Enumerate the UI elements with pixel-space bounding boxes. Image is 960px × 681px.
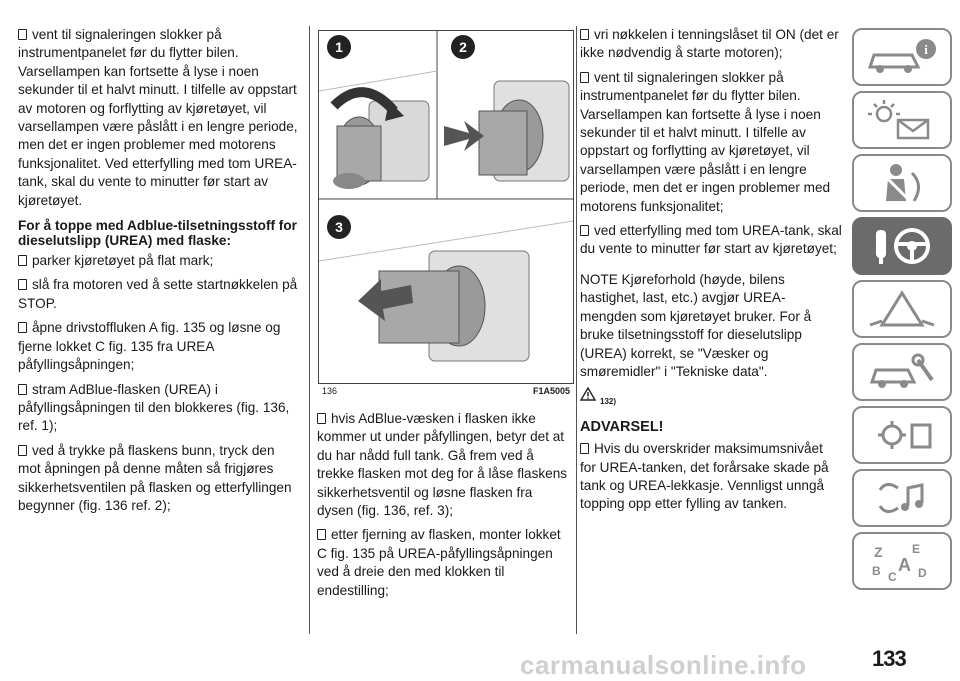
bullet-item: stram AdBlue-flasken (UREA) i påfyllingsåpningen til den blokkeres (fig. 136, ref. 1);: [18, 381, 290, 434]
warning-reference: [580, 387, 842, 411]
svg-text:B: B: [872, 564, 881, 578]
bullet-item: slå fra motoren ved å sette startnøkkelen på STOP.: [18, 277, 298, 311]
step-3-panel: [319, 215, 573, 361]
bullet-item: Hvis du overskrider maksimumsnivået for UREA-tanken, det forårsake skade på tank og UREA-lekkasje. Vennligst unngå topping opp etter fylling av tanken.: [580, 441, 829, 512]
bullet-item: åpne drivstoffluken A fig. 135 og løsne og fjerne lokket C fig. 135 fra UREA påfyllingsåpningen;: [18, 320, 281, 373]
car-info-icon: [862, 35, 942, 79]
tab-lights-messages[interactable]: [852, 91, 952, 149]
bullet-item: vri nøkkelen i tenningslåset til ON (det er ikke nødvendig å starte motoren);: [580, 27, 839, 61]
checkbox-bullet-icon: [18, 29, 27, 40]
tab-maintenance[interactable]: [852, 343, 952, 401]
column-divider: [576, 26, 577, 634]
figure-code: F1A5005: [532, 386, 570, 396]
svg-text:A: A: [898, 555, 911, 575]
ref-1-label: 1: [335, 39, 343, 55]
bullet-item: etter fjerning av flasken, monter lokket C fig. 135 på UREA-påfyllingsåpningen ved å dreie den med klokken til endestilling;: [317, 527, 561, 598]
bullet-item: parker kjøretøyet på flat mark;: [18, 252, 298, 270]
checkbox-bullet-icon: [18, 255, 27, 266]
chapter-tabs: [852, 28, 960, 595]
multimedia-icon: [862, 476, 942, 520]
figure-number: 136: [322, 386, 338, 396]
seatbelt-person-icon: [862, 161, 942, 205]
warning-triangle-icon: [580, 387, 596, 401]
column-1: [18, 26, 298, 521]
step-2-panel: [444, 35, 569, 181]
checkbox-bullet-icon: [18, 384, 27, 395]
checkbox-bullet-icon: [18, 279, 27, 290]
ref-2-label: 2: [459, 39, 467, 55]
checkbox-bullet-icon: [317, 413, 326, 424]
bullet-item: ved å trykke på flaskens bunn, tryck den mot åpningen på denne måten så frigjøres sikkerhetsventilen på flasken og etterfyllingen begynner (fig. 136 ref. 2);: [18, 442, 292, 513]
note-paragraph: NOTE Kjøreforhold (høyde, bilens hastighet, last, etc.) avgjør UREA-mengden som kjøretøyet bruker. For å bruke tilsetningsstoff for dieselutslipp (UREA) korrekt, se "Væsker og smøremidler" i "Tekniske data".: [580, 271, 812, 379]
car-wrench-icon: [862, 350, 942, 394]
svg-text:Z: Z: [874, 544, 883, 560]
bullet-item: vent til signaleringen slokker på instrumentpanelet før du flytter bilen. Varsellampen kan fortsette å lyse i noen sekunder til et halvt minutt. I tilfelle av oppstart og forflytting av kjøretøyet, vil varsellampen være påslått i en lengre periode, men det er ingen problemer med motorens funksjonalitet;: [580, 69, 831, 214]
checkbox-bullet-icon: [580, 29, 589, 40]
tab-technical-data[interactable]: [852, 406, 952, 464]
column-3: [580, 26, 842, 520]
checkbox-bullet-icon: [317, 529, 326, 540]
figure-136: [318, 30, 574, 384]
paragraph: vent til signaleringen slokker på instrumentpanelet før du flytter bilen. Varsellampen kan fortsette å lyse i noen sekunder til et halvt minutt. I tilfelle av oppstart av motoren og forflytting av kjøretøyet, vil varsellampen være påslått i en lengre periode, men det er ingen problemer med motorens funksjonalitet. Ved etterfylling med tom UREA-tank, skal du vente to minutter før start av kjøretøyet.: [18, 27, 298, 208]
step-1-panel: [319, 35, 437, 189]
tab-emergency[interactable]: [852, 280, 952, 338]
tab-index[interactable]: [852, 532, 952, 590]
page-number: 133: [872, 646, 906, 671]
svg-text:D: D: [918, 566, 927, 580]
tab-car-info[interactable]: [852, 28, 952, 86]
checkbox-bullet-icon: [580, 225, 589, 236]
checkbox-bullet-icon: [580, 443, 589, 454]
column-divider: [309, 26, 310, 634]
technical-data-icon: [862, 413, 942, 457]
index-letters-icon: [862, 539, 942, 583]
checkbox-bullet-icon: [18, 445, 27, 456]
ref-3-label: 3: [335, 219, 343, 235]
advarsel-heading: ADVARSEL!: [580, 418, 664, 435]
svg-text:E: E: [912, 542, 921, 556]
emergency-warning-icon: [862, 287, 942, 331]
checkbox-bullet-icon: [580, 72, 589, 83]
bullet-item: hvis AdBlue-væsken i flasken ikke kommer ut under påfyllingen, betyr det at du har nådd full tank. Gå frem ved å trekke flasken mot deg for å låse flaskens sikkerhetsventil og løsne flasken fra dysen (fig. 136, ref. 3);: [317, 411, 568, 519]
column-2: [317, 410, 569, 606]
section-heading: For å toppe med Adblue-tilsetningsstoff for dieselutslipp (UREA) med flaske:: [18, 218, 297, 249]
key-steering-wheel-icon: [862, 224, 942, 268]
checkbox-bullet-icon: [18, 322, 27, 333]
tab-safety[interactable]: [852, 154, 952, 212]
svg-text:C: C: [888, 570, 897, 583]
warning-light-mail-icon: [862, 98, 942, 142]
warning-ref-number: 132): [600, 397, 617, 407]
bullet-item: ved etterfylling med tom UREA-tank, skal du vente to minutter før start av kjøretøyet;: [580, 223, 842, 257]
adblue-refill-illustration: [319, 31, 573, 383]
svg-text:i: i: [924, 42, 928, 57]
tab-multimedia[interactable]: [852, 469, 952, 527]
tab-starting-driving[interactable]: [852, 217, 952, 275]
watermark: carmanualsonline.info: [520, 650, 807, 680]
